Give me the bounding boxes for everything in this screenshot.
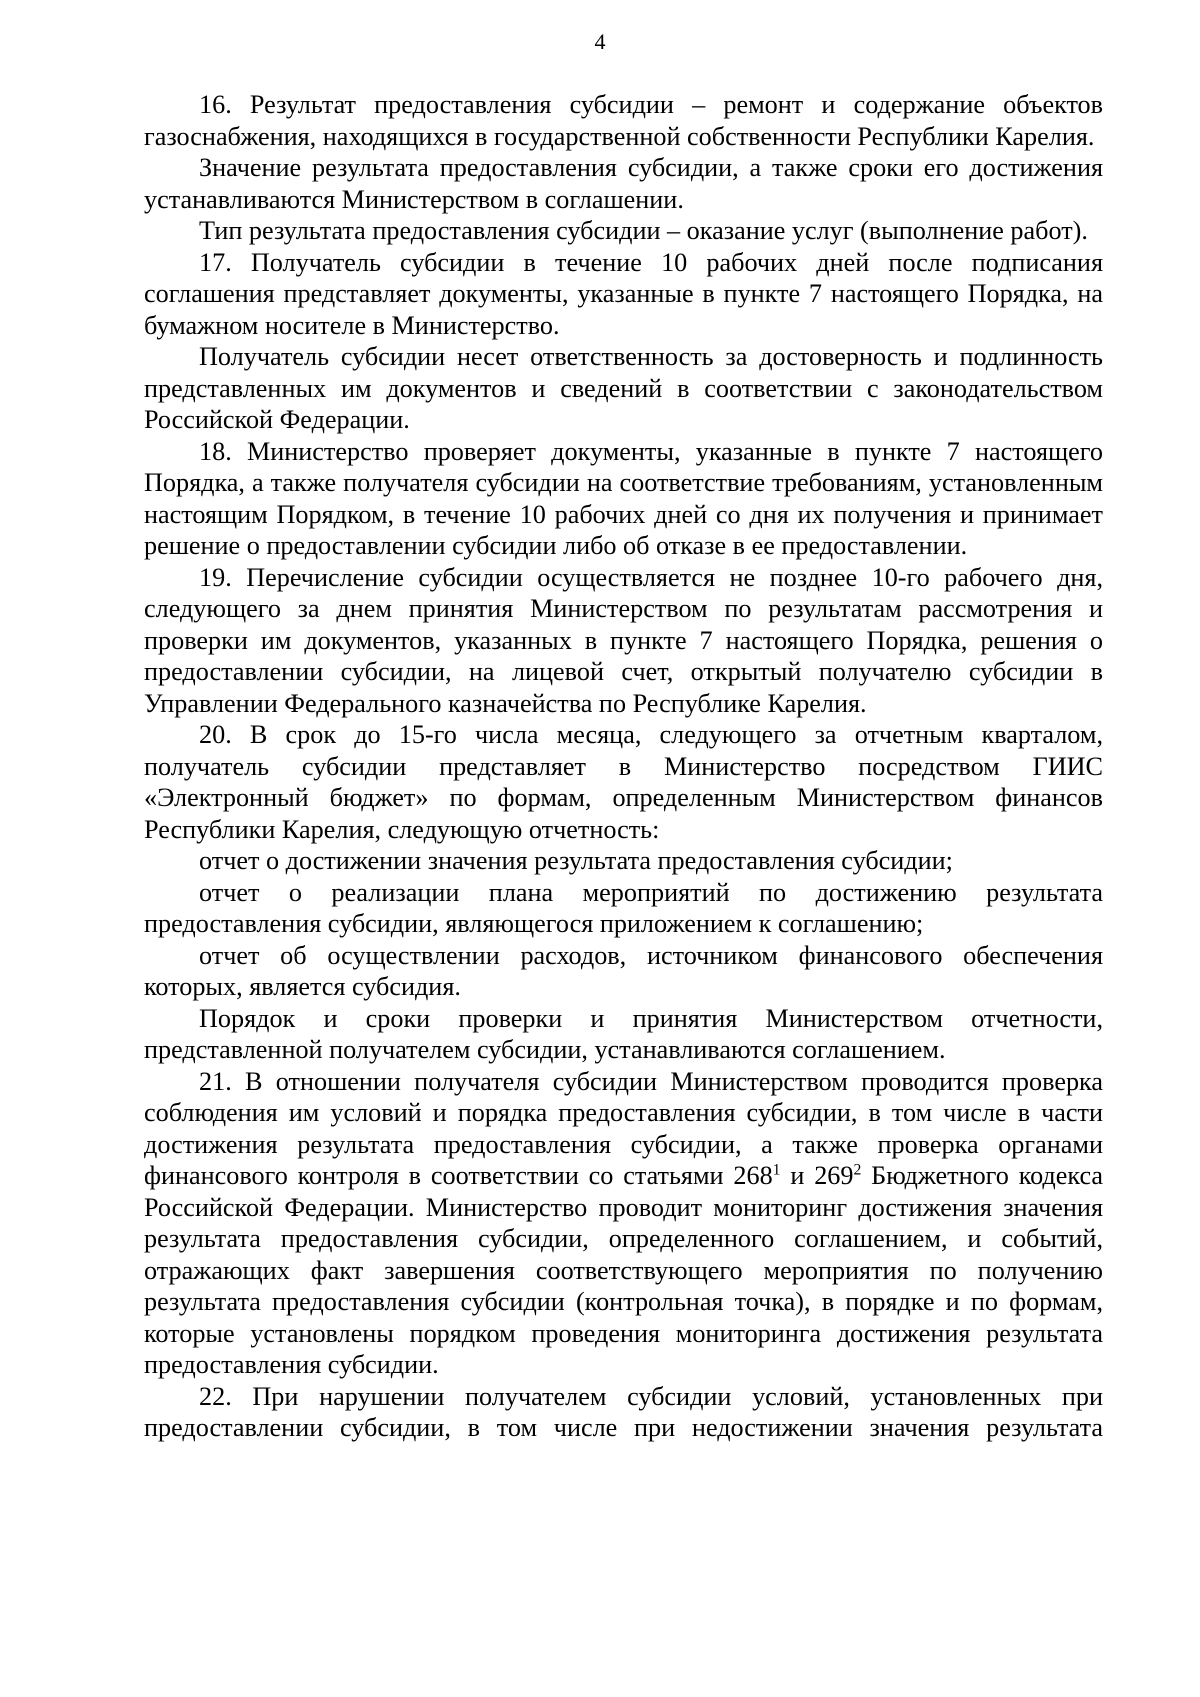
paragraph-16: 16. Результат предоставления субсидии – ремонт и содержание объектов газоснабжения, находящихся в государственной собственности Республики Карелия. [144,90,1103,151]
paragraph-17: 17. Получатель субсидии в течение 10 рабочих дней после подписания соглашения представляет документы, указанные в пункте 7 настоящего Порядка, на бумажном носителе в Министерство. [144,247,1103,340]
paragraph-22: 22. При нарушении получателем субсидии условий, установленных при предоставлении субсидии, в том числе при недостижении значения результата [144,1381,1103,1442]
paragraph-20-report-a: отчет о достижении значения результата предоставления субсидии; [199,846,953,875]
paragraph-20-report-b: отчет о реализации плана мероприятий по достижению результата предоставления субсидии, являющегося приложением к соглашению; [144,877,1103,938]
paragraph-19: 19. Перечисление субсидии осуществляется не позднее 10-го рабочего дня, следующего за днем принятия Министерством по результатам рассмотрения и проверки им документов, указанных в пункте 7 настоящего Порядка, решения о предоставлении субсидии, на лицевой счет, открытый получателю субсидии в Управлении Федерального казначейства по Республике Карелия. [144,562,1103,718]
paragraph-21-part1: 21. В отношении получателя субсидии Министерством проводится проверка соблюдения им условий и порядка предоставления субсидии, в том числе в части достижения результата предоставления субсидии, а также проверка органами финансового контроля в соответствии со статьями 268 [144,1066,1103,1190]
paragraph-20-report-c: отчет об осуществлении расходов, источником финансового обеспечения которых, является субсидия. [144,940,1103,1001]
paragraph-21-part3: Бюджетного кодекса Российской Федерации. Министерство проводит мониторинг достижения значения результата предоставления субсидии, определенного соглашением, и событий, отражающих факт завершения соответствующего мероприятия по получению результата предоставления субсидии (контрольная точка), в порядке и по формам, которые установлены порядком проведения мониторинга достижения результата предоставления субсидии. [144,1161,1104,1379]
document-body [144,89,1103,1444]
paragraph-17-responsibility: Получатель субсидии несет ответственность за достоверность и подлинность представленных им документов и сведений в соответствии с законодательством Российской Федерации. [144,342,1103,434]
superscript-2: 2 [853,1161,862,1179]
paragraph-21 [144,1066,1103,1381]
paragraph-20-procedure: Порядок и сроки проверки и принятия Министерством отчетности, представленной получателем субсидии, устанавливаются соглашением. [144,1003,1103,1064]
page-number: 4 [594,29,606,54]
paragraph-21-part2: и 269 [780,1161,854,1190]
paragraph-16-value: Значение результата предоставления субсидии, а также сроки его достижения устанавливаются Министерством в соглашении. [144,153,1103,214]
paragraph-16-type: Тип результата предоставления субсидии – оказание услуг (выполнение работ). [199,216,1088,245]
paragraph-18: 18. Министерство проверяет документы, указанные в пункте 7 настоящего Порядка, а также получателя субсидии на соответствие требованиям, установленным настоящим Порядком, в течение 10 рабочих дней со дня их получения и принимает решение о предоставлении субсидии либо об отказе в ее предоставлении. [144,436,1103,560]
paragraph-20: 20. В срок до 15-го числа месяца, следующего за отчетным кварталом, получатель субсидии представляет в Министерство посредством ГИИС «Электронный бюджет» по формам, определенным Министерством финансов Республики Карелия, следующую отчетность: [144,720,1103,844]
superscript-1: 1 [772,1161,781,1179]
